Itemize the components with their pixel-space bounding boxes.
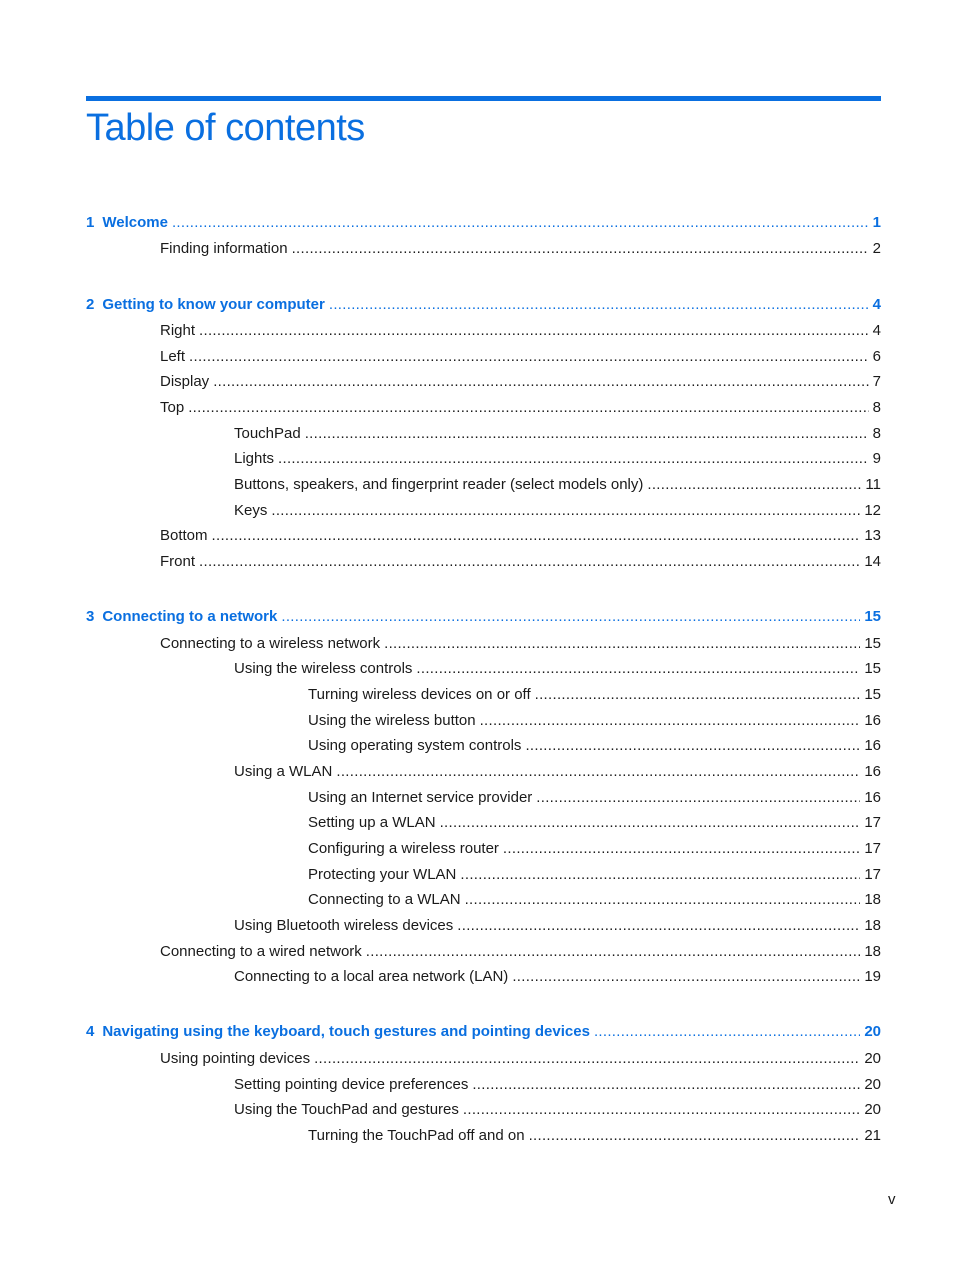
toc-page-number: 4	[872, 296, 881, 313]
title-rule	[86, 96, 881, 101]
toc-label: Welcome	[102, 214, 168, 231]
toc-page-number: 21	[864, 1127, 881, 1144]
chapter-number: 1	[86, 214, 95, 231]
toc-page-number: 4	[872, 322, 881, 339]
toc-entry[interactable]	[308, 890, 881, 910]
toc-page-number: 15	[864, 608, 881, 625]
toc-page-number: 18	[864, 943, 881, 960]
dot-leader	[463, 1100, 860, 1120]
toc-entry[interactable]	[160, 239, 881, 259]
toc-label: Connecting to a local area network (LAN)	[234, 968, 509, 985]
toc-entry[interactable]	[160, 634, 881, 654]
dot-leader	[329, 295, 869, 315]
toc-page-number: 6	[872, 348, 881, 365]
dot-leader	[535, 685, 861, 705]
dot-leader	[480, 711, 861, 731]
toc-entry[interactable]	[234, 424, 881, 444]
chapter-number: 2	[86, 296, 95, 313]
dot-leader	[503, 839, 860, 859]
toc-entry[interactable]	[308, 865, 881, 885]
toc-page-number: 16	[864, 763, 881, 780]
toc-page-number: 14	[864, 553, 881, 570]
dot-leader	[305, 424, 869, 444]
toc-entry[interactable]	[234, 475, 881, 495]
toc-chapter-1[interactable]	[86, 213, 881, 233]
toc-entry[interactable]	[234, 449, 881, 469]
toc-entry[interactable]	[308, 1126, 881, 1146]
toc-entry[interactable]	[308, 788, 881, 808]
dot-leader	[384, 634, 860, 654]
toc-entry[interactable]	[308, 685, 881, 705]
toc-label: Connecting to a network	[102, 608, 278, 625]
dot-leader	[199, 552, 860, 572]
dot-leader	[213, 372, 868, 392]
toc-page-number: 20	[864, 1101, 881, 1118]
toc-label: Turning wireless devices on or off	[308, 686, 531, 703]
toc-label: Using Bluetooth wireless devices	[234, 917, 454, 934]
toc-label: Lights	[234, 450, 275, 467]
dot-leader	[440, 813, 861, 833]
dot-leader	[281, 607, 860, 627]
toc-label: Connecting to a wired network	[160, 943, 362, 960]
toc-label: Display	[160, 373, 210, 390]
toc-entry[interactable]	[234, 967, 881, 987]
dot-leader	[336, 762, 860, 782]
toc-page-number: 17	[864, 866, 881, 883]
toc-label: Turning the TouchPad off and on	[308, 1127, 525, 1144]
toc-entry[interactable]	[308, 813, 881, 833]
dot-leader	[366, 942, 861, 962]
toc-entry[interactable]	[308, 736, 881, 756]
toc-entry[interactable]	[160, 942, 881, 962]
toc-entry[interactable]	[160, 552, 881, 572]
toc-label: Using the wireless controls	[234, 660, 413, 677]
dot-leader	[465, 890, 861, 910]
toc-page-number: 11	[865, 476, 881, 493]
toc-label: Getting to know your computer	[102, 296, 325, 313]
toc-page-number: 20	[864, 1023, 881, 1040]
toc-page-number: 15	[864, 686, 881, 703]
toc-chapter-4[interactable]	[86, 1022, 881, 1042]
toc-entry[interactable]	[234, 1075, 881, 1095]
toc-label: Protecting your WLAN	[308, 866, 457, 883]
toc-chapter-3[interactable]	[86, 607, 881, 627]
page-title: Table of contents	[86, 107, 365, 149]
toc-page-number: 12	[864, 502, 881, 519]
dot-leader	[536, 788, 860, 808]
toc-label: Top	[160, 399, 185, 416]
toc-entry[interactable]	[160, 398, 881, 418]
toc-entry[interactable]	[234, 501, 881, 521]
toc-entry[interactable]	[160, 372, 881, 392]
dot-leader	[525, 736, 860, 756]
toc-page-number: 8	[872, 425, 881, 442]
toc-label: Finding information	[160, 240, 288, 257]
toc-label: Using the wireless button	[308, 712, 476, 729]
toc-label: Using operating system controls	[308, 737, 522, 754]
toc-page-number: 17	[864, 840, 881, 857]
toc-page-number: 20	[864, 1076, 881, 1093]
toc-entry[interactable]	[160, 1049, 881, 1069]
toc-label: Setting up a WLAN	[308, 814, 436, 831]
toc-label: Connecting to a WLAN	[308, 891, 461, 908]
toc-page-number: 15	[864, 635, 881, 652]
toc-label: TouchPad	[234, 425, 301, 442]
toc-page-number: 1	[872, 214, 881, 231]
toc-page-number: 9	[872, 450, 881, 467]
toc-page-number: 18	[864, 891, 881, 908]
toc-label: Keys	[234, 502, 268, 519]
dot-leader	[457, 916, 860, 936]
toc-entry[interactable]	[234, 1100, 881, 1120]
toc-page-number: 17	[864, 814, 881, 831]
toc-label: Configuring a wireless router	[308, 840, 499, 857]
dot-leader	[472, 1075, 860, 1095]
dot-leader	[271, 501, 860, 521]
toc-chapter-2[interactable]	[86, 295, 881, 315]
toc-label: Buttons, speakers, and fingerprint reader (select models only)	[234, 476, 644, 493]
toc-label: Using a WLAN	[234, 763, 333, 780]
dot-leader	[416, 659, 860, 679]
toc-label: Left	[160, 348, 186, 365]
chapter-number: 4	[86, 1023, 95, 1040]
dot-leader	[278, 449, 869, 469]
toc-page-number: 16	[864, 712, 881, 729]
dot-leader	[199, 321, 869, 341]
toc-entry[interactable]	[234, 659, 881, 679]
toc-entry[interactable]	[160, 526, 881, 546]
toc-page-number: 8	[872, 399, 881, 416]
dot-leader	[172, 213, 869, 233]
toc-page-number: 16	[864, 737, 881, 754]
toc-page-number: 7	[872, 373, 881, 390]
toc-page-number: 2	[872, 240, 881, 257]
dot-leader	[647, 475, 861, 495]
toc-label: Navigating using the keyboard, touch gestures and pointing devices	[102, 1023, 590, 1040]
dot-leader	[594, 1022, 860, 1042]
toc-page-number: 20	[864, 1050, 881, 1067]
toc-label: Using the TouchPad and gestures	[234, 1101, 459, 1118]
toc-label: Bottom	[160, 527, 208, 544]
toc-page-number: 19	[864, 968, 881, 985]
toc-label: Connecting to a wireless network	[160, 635, 381, 652]
page-number: v	[888, 1191, 896, 1208]
toc-entry[interactable]	[308, 711, 881, 731]
toc-entry[interactable]	[234, 762, 881, 782]
dot-leader	[188, 398, 868, 418]
toc-page-number: 15	[864, 660, 881, 677]
dot-leader	[314, 1049, 860, 1069]
toc-label: Right	[160, 322, 196, 339]
toc-page-number: 16	[864, 789, 881, 806]
toc-page-number: 13	[864, 527, 881, 544]
dot-leader	[292, 239, 869, 259]
chapter-number: 3	[86, 608, 95, 625]
toc-entry[interactable]	[160, 347, 881, 367]
toc-label: Using pointing devices	[160, 1050, 311, 1067]
dot-leader	[460, 865, 860, 885]
toc-label: Using an Internet service provider	[308, 789, 533, 806]
dot-leader	[189, 347, 869, 367]
dot-leader	[529, 1126, 861, 1146]
toc-entry[interactable]	[160, 321, 881, 341]
toc-entry[interactable]	[308, 839, 881, 859]
dot-leader	[212, 526, 861, 546]
toc-label: Setting pointing device preferences	[234, 1076, 469, 1093]
toc-entry[interactable]	[234, 916, 881, 936]
toc-page-number: 18	[864, 917, 881, 934]
dot-leader	[512, 967, 860, 987]
toc-label: Front	[160, 553, 196, 570]
